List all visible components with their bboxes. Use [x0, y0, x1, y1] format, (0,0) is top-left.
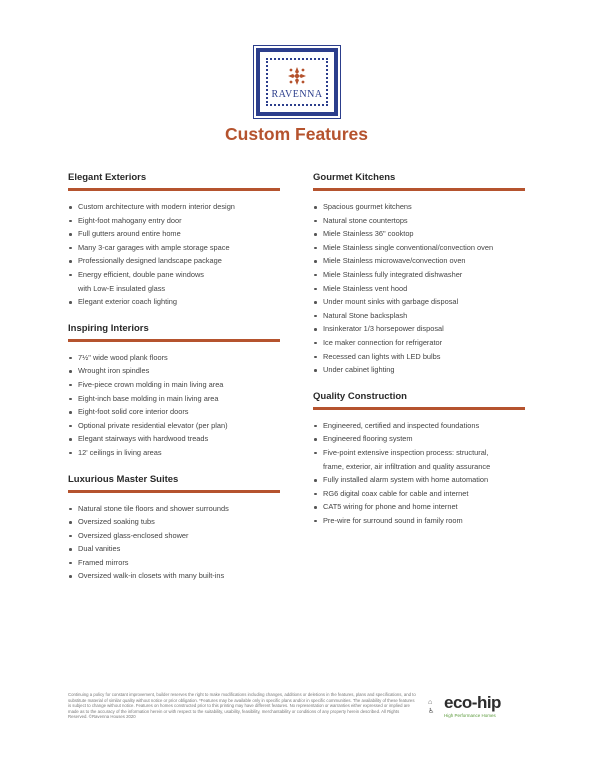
eco-hip-tagline: High Performance Homes — [444, 713, 496, 718]
section-elegant-exteriors — [68, 172, 280, 309]
list-item: Elegant exterior coach lighting — [68, 295, 280, 309]
section-rule — [68, 339, 280, 342]
list-item: Miele Stainless vent hood — [313, 282, 525, 296]
feature-list — [68, 200, 280, 309]
list-item: Under cabinet lighting — [313, 363, 525, 377]
section-quality-construction — [313, 391, 525, 528]
list-item: Engineered flooring system — [313, 432, 525, 446]
right-column — [313, 172, 525, 541]
feature-list — [68, 502, 280, 584]
page-title: Custom Features — [225, 124, 368, 144]
logo-text: RAVENNA — [271, 89, 323, 100]
ravenna-logo — [256, 48, 338, 116]
list-item: Five-piece crown molding in main living area — [68, 378, 280, 392]
list-item: RG6 digital coax cable for cable and internet — [313, 487, 525, 501]
list-item: Energy efficient, double pane windows — [68, 268, 280, 282]
list-item: Miele Stainless 36" cooktop — [313, 227, 525, 241]
list-item: Ice maker connection for refrigerator — [313, 336, 525, 350]
section-heading: Quality Construction — [313, 390, 407, 402]
list-item: Custom architecture with modern interior design — [68, 200, 280, 214]
section-heading: Elegant Exteriors — [68, 172, 147, 183]
footer-disclaimer: Continuing a policy for constant improvement, builder reserves the right to make modifications including changes, additions or deletions in the features, plans and specifications, and to substitute material of similar quality without notice or prior obligation. *Features may be available only in specific plans and/or in specific communities. The availability of these features is subject to change without notice. Features on homes constructed prior to this printing may have different features. No representation or warranties either expressed or implied are made as to the accuracy of the information herein or with respect to the suitability, usability, feasibility, merchantability or conditions of any property herein described. All Rights Reserved. ©Ravenna Houses 2020 — [68, 692, 416, 720]
eco-hip-wordmark: eco-hip — [444, 693, 501, 712]
list-item: Elegant stairways with hardwood treads — [68, 432, 280, 446]
list-item: Natural stone tile floors and shower surrounds — [68, 502, 280, 516]
list-item: Framed mirrors — [68, 556, 280, 570]
section-inspiring-interiors — [68, 323, 280, 460]
section-rule — [313, 188, 525, 191]
list-item-continuation: frame, exterior, air infiltration and quality assurance — [323, 461, 491, 471]
section-rule — [68, 490, 280, 493]
list-item: Eight-inch base molding in main living area — [68, 392, 280, 406]
list-item: Many 3-car garages with ample storage space — [68, 241, 280, 255]
list-item: Miele Stainless microwave/convection oven — [313, 254, 525, 268]
list-item: Recessed can lights with LED bulbs — [313, 350, 525, 364]
list-item: Professionally designed landscape package — [68, 254, 280, 268]
section-luxurious-master-suites — [68, 474, 280, 584]
section-rule — [68, 188, 280, 191]
list-item: Natural Stone backsplash — [313, 309, 525, 323]
list-item-continuation: with Low-E insulated glass — [78, 283, 166, 293]
list-item: 7½" wide wood plank floors — [68, 351, 280, 365]
feature-list — [313, 419, 525, 528]
list-item: Oversized glass-enclosed shower — [68, 529, 280, 543]
list-item: 12' ceilings in living areas — [68, 446, 280, 460]
list-item: Five-point extensive inspection process: structural, — [313, 446, 525, 460]
list-item: Oversized soaking tubs — [68, 515, 280, 529]
section-rule — [313, 407, 525, 410]
list-item: Oversized walk-in closets with many built-ins — [68, 569, 280, 583]
equal-housing-icon: ⌂ — [428, 699, 433, 706]
list-item: Pre-wire for surround sound in family room — [313, 514, 525, 528]
list-item: Optional private residential elevator (per plan) — [68, 419, 280, 433]
list-item: CAT5 wiring for phone and home internet — [313, 500, 525, 514]
list-item: Engineered, certified and inspected foundations — [313, 419, 525, 433]
list-item: Under mount sinks with garbage disposal — [313, 295, 525, 309]
eco-hip-logo — [444, 694, 524, 718]
list-item: Wrought iron spindles — [68, 364, 280, 378]
left-column — [68, 172, 280, 597]
ornament-icon — [287, 66, 307, 86]
list-item: Fully installed alarm system with home automation — [313, 473, 525, 487]
list-item: Full gutters around entire home — [68, 227, 280, 241]
accessibility-icon: ♿ — [428, 708, 435, 715]
list-item: Miele Stainless fully integrated dishwasher — [313, 268, 525, 282]
list-item: Eight-foot mahogany entry door — [68, 214, 280, 228]
feature-list — [313, 200, 525, 377]
list-item: Spacious gourmet kitchens — [313, 200, 525, 214]
section-heading: Luxurious Master Suites — [68, 473, 179, 485]
feature-list — [68, 351, 280, 460]
section-heading: Inspiring Interiors — [68, 322, 149, 334]
list-item: Dual vanities — [68, 542, 280, 556]
list-item: Eight-foot solid core interior doors — [68, 405, 280, 419]
list-item: Natural stone countertops — [313, 214, 525, 228]
list-item: Miele Stainless single conventional/convection oven — [313, 241, 525, 255]
compliance-icons — [428, 698, 438, 716]
section-gourmet-kitchens — [313, 172, 525, 377]
section-heading: Gourmet Kitchens — [313, 172, 396, 183]
list-item: Insinkerator 1/3 horsepower disposal — [313, 322, 525, 336]
